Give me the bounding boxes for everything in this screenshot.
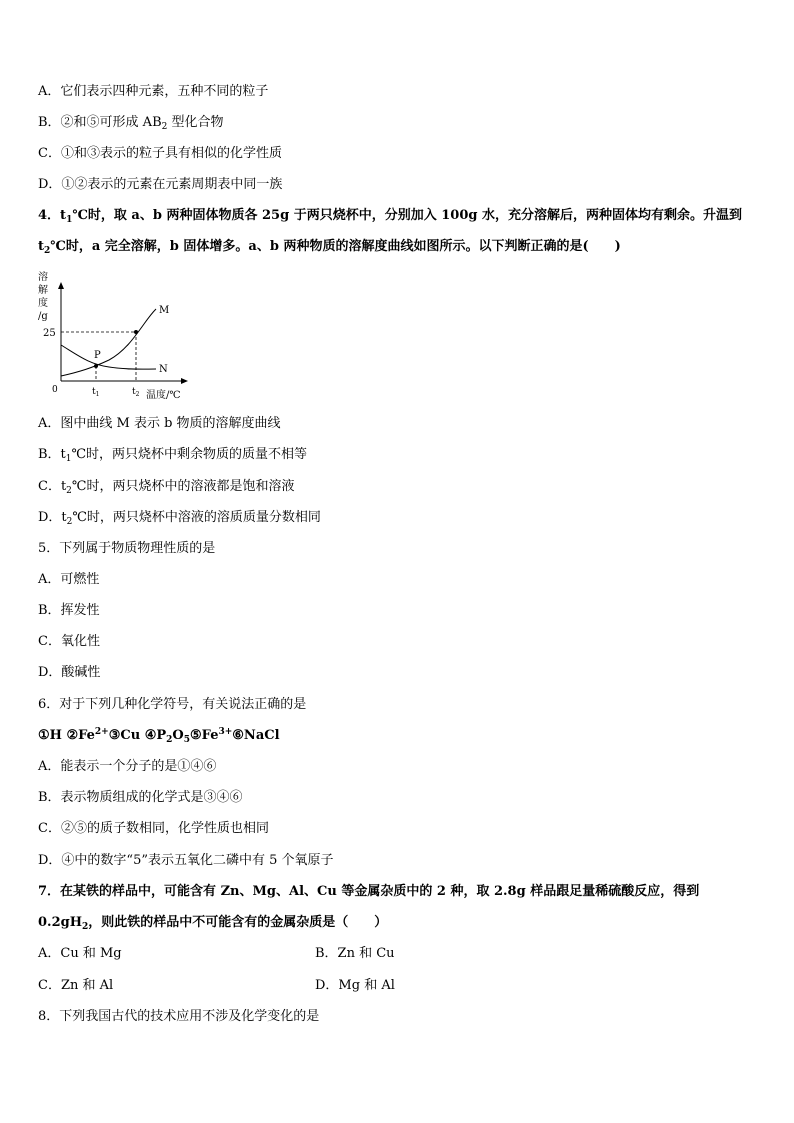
q8-stem: 8．下列我国古代的技术应用不涉及化学变化的是 (38, 1009, 320, 1024)
q6-sym-sub1: 2 (166, 735, 173, 745)
q3-option-d: D．①②表示的元素在元素周期表中同一族 (38, 177, 283, 192)
q4-option-d-post: ℃时，两只烧杯中溶液的溶质质量分数相同 (72, 510, 321, 525)
point-p (94, 364, 98, 368)
graph-origin: 0 (52, 385, 58, 395)
q4-stem-line2 (38, 239, 621, 255)
q6-option-c: C．②⑤的质子数相同，化学性质也相同 (38, 821, 269, 836)
graph-t2-t: t (132, 387, 136, 397)
q4-stem-line2-b: ℃时，a 完全溶解，b 固体增多。a、b 两种物质的溶解度曲线如图所示。以下判断正确的是( ) (50, 239, 621, 254)
graph-ylabel-3: 度 (38, 298, 48, 309)
q4-option-b-pre: B．t (38, 447, 66, 462)
q6-sym-1: ①H ②Fe (38, 728, 95, 743)
q4-option-b-post: ℃时，两只烧杯中剩余物质的质量不相等 (71, 447, 308, 462)
q3-option-c: C．①和③表示的粒子具有相似的化学性质 (38, 146, 282, 161)
q4-stem-line2-a: t (38, 239, 45, 254)
q3-option-b-sub: 2 (161, 122, 168, 132)
q6-sym-3: O (172, 728, 184, 743)
q5-option-a: A．可燃性 (38, 572, 100, 587)
q7-stem-line1: 7．在某铁的样品中，可能含有 Zn、Mg、Al、Cu 等金属杂质中的 2 种，取 2.8g 样品跟足量稀硫酸反应，得到 (38, 884, 700, 899)
q6-option-a: A．能表示一个分子的是①④⑥ (38, 759, 217, 774)
q7-stem-line2-a: 0.2gH (38, 915, 82, 930)
graph-y-arrow (58, 282, 64, 289)
q5-option-b: B．挥发性 (38, 603, 100, 618)
q4-option-d-pre: D．t (38, 510, 67, 525)
curve-n (61, 345, 156, 369)
q4-stem-line1-sub: 1 (66, 215, 73, 225)
graph-t1 (92, 387, 99, 398)
graph-label-p: P (94, 350, 101, 361)
q6-sym-sup1: 2+ (94, 727, 109, 737)
point-t2-25 (134, 330, 138, 334)
q4-option-c-post: ℃时，两只烧杯中的溶液都是饱和溶液 (71, 479, 295, 494)
q3-option-b-text: B．②和⑤可形成 AB (38, 115, 162, 130)
graph-t2-sub: 2 (135, 391, 140, 398)
q4-option-b-sub: 1 (65, 454, 72, 464)
graph-t1-t: t (92, 387, 96, 397)
q4-option-d-sub: 2 (66, 517, 73, 527)
q3-option-b-tail: 型化合物 (167, 115, 224, 130)
q4-stem-line1-a: 4．t (38, 208, 67, 223)
q5-option-c: C．氧化性 (38, 634, 100, 649)
graph-label-m: M (159, 305, 170, 316)
q7-stem-line2 (38, 915, 387, 931)
graph-t2 (132, 387, 140, 398)
q6-sym-sub2: 5 (183, 735, 191, 745)
q7-option-d: D．Mg 和 Al (315, 978, 395, 993)
q4-option-b (38, 447, 307, 463)
graph-tick-25: 25 (43, 328, 56, 339)
q7-option-b: B．Zn 和 Cu (315, 946, 395, 961)
q3-option-a: A．它们表示四种元素，五种不同的粒子 (38, 84, 269, 99)
q7-option-a: A．Cu 和 Mg (38, 946, 122, 961)
q4-option-c-sub: 2 (66, 486, 72, 496)
graph-x-arrow (181, 378, 188, 384)
q7-stem-line2-sub: 2 (82, 922, 89, 932)
q4-stem-line1 (38, 208, 742, 224)
graph-ylabel-1: 溶 (38, 272, 48, 283)
q4-option-c-pre: C．t (38, 479, 67, 494)
graph-xlabel: 温度/℃ (146, 390, 181, 401)
q5-option-d: D．酸碱性 (38, 665, 101, 680)
q6-option-b: B．表示物质组成的化学式是③④⑥ (38, 790, 243, 805)
q7-option-c: C．Zn 和 Al (38, 978, 114, 993)
graph-label-n: N (159, 364, 168, 375)
q7-stem-line2-b: ，则此铁的样品中不可能含有的金属杂质是（ ） (88, 915, 388, 930)
q6-option-d: D．④中的数字“5”表示五氧化二磷中有 5 个氧原子 (38, 853, 334, 868)
graph-t1-sub: 1 (95, 391, 100, 398)
q6-sym-4: ⑤Fe (190, 728, 219, 743)
q6-stem: 6．对于下列几种化学符号，有关说法正确的是 (38, 697, 307, 712)
q6-sym-2: ③Cu ④P (108, 728, 167, 743)
q4-option-a: A．图中曲线 M 表示 b 物质的溶解度曲线 (38, 416, 281, 431)
curve-m (61, 309, 156, 376)
solubility-curve-figure (34, 268, 204, 403)
q6-symbols (38, 728, 280, 744)
q6-sym-5: ⑥NaCl (232, 728, 280, 743)
q4-option-c (38, 479, 294, 495)
q4-stem-line2-sub: 2 (44, 246, 51, 256)
graph-ylabel-2: 解 (38, 285, 48, 296)
q4-stem-line1-b: ℃时，取 a、b 两种固体物质各 25g 于两只烧杯中，分别加入 100g 水，充分溶解后，两种固体均有剩余。升温到 (72, 208, 742, 223)
q3-option-b (38, 115, 224, 131)
q4-option-d (38, 510, 321, 526)
q5-stem: 5．下列属于物质物理性质的是 (38, 541, 216, 556)
graph-ylabel-4: /g (38, 311, 48, 322)
q6-sym-sup2: 3+ (218, 727, 233, 737)
